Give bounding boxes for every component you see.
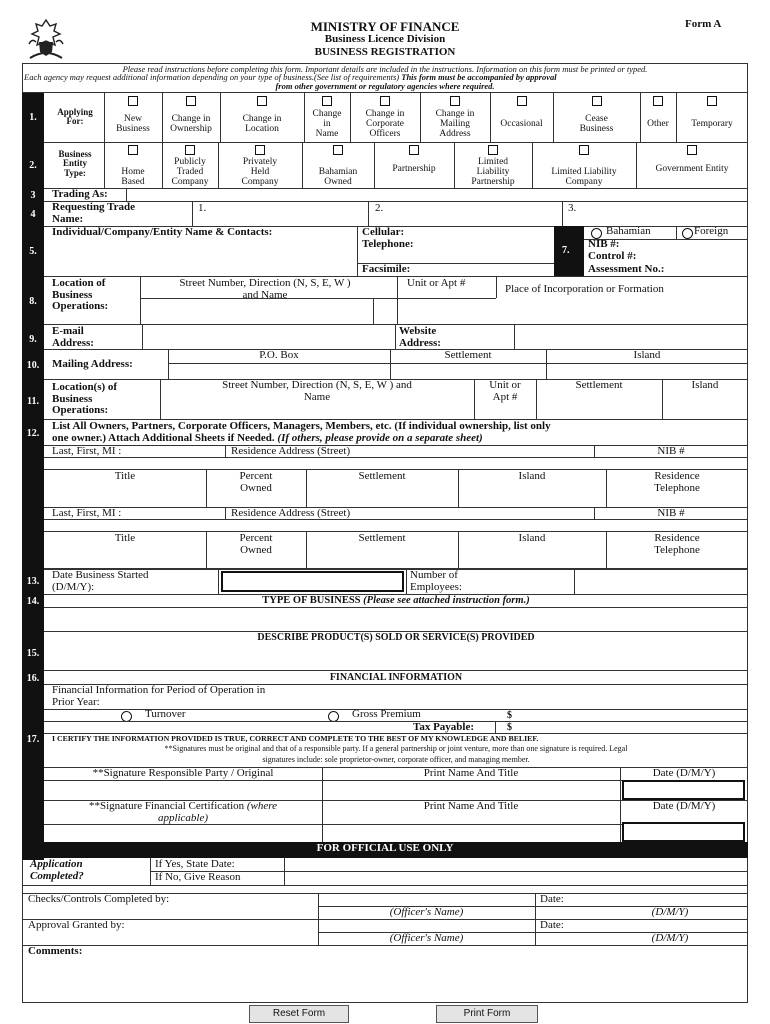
type-of-business-label: TYPE OF BUSINESS (Please see attached instruction form.)	[262, 595, 530, 606]
dmy-caption: (D/M/Y)	[651, 906, 689, 918]
website-label: Website Address:	[399, 325, 441, 349]
dmy-caption: (D/M/Y)	[651, 932, 689, 944]
signature-financial-label: **Signature Financial Certification (where applicable)	[88, 800, 278, 824]
section-number: 8.	[29, 296, 37, 307]
applying-for-option-label: Change in Name	[312, 109, 342, 139]
date-dmy-label: Date (D/M/Y)	[652, 800, 716, 812]
form-id: Form A	[685, 18, 722, 30]
residence-address-label: Residence Address (Street)	[231, 445, 351, 457]
ministry-title: MINISTRY OF FINANCE	[310, 19, 460, 34]
entity-type-label: Business Entity Type:	[58, 149, 92, 178]
certification-statement: I CERTIFY THE INFORMATION PROVIDED IS TRUE, CORRECT AND COMPLETE TO THE BEST OF MY KNOWLEDGE AND BELIEF.	[52, 734, 539, 743]
date-started-label: Date Business Started (D/M/Y):	[52, 569, 149, 593]
owner-settlement-label: Settlement	[358, 532, 406, 544]
owner-name-label: Last, First, MI :	[52, 507, 122, 519]
checks-completed-label: Checks/Controls Completed by:	[28, 893, 170, 905]
date-started-input[interactable]	[221, 571, 404, 592]
print-name-title-label: Print Name And Title	[423, 767, 519, 779]
entity-type-option-label: Publicly Traded Company	[171, 157, 209, 187]
owner-settlement-label: Settlement	[358, 470, 406, 482]
applying-for-option-label: Occasional	[500, 119, 543, 129]
entity-type-checkbox[interactable]	[185, 145, 195, 155]
unit-header: Unit or Apt #	[489, 379, 521, 403]
signature-note-1: **Signatures must be original and that of a responsible party. If a general partnership or joint venture, more than one signature is required. Legal	[164, 744, 628, 753]
email-label: E-mail Address:	[52, 325, 94, 349]
instructions-line-2: Each agency may request additional information depending on your type of business.(See list of requirements) This form must be accompanied by approval	[24, 72, 557, 82]
entity-type-checkbox[interactable]	[128, 145, 138, 155]
section-number: 17.	[26, 734, 40, 745]
settlement-header: Settlement	[575, 379, 623, 391]
entity-type-checkbox[interactable]	[409, 145, 419, 155]
applying-for-checkbox[interactable]	[322, 96, 332, 106]
applying-for-checkbox[interactable]	[186, 96, 196, 106]
owners-instructions-1: List All Owners, Partners, Corporate Officers, Managers, Members, etc. (If individual ownership, list only	[52, 420, 551, 432]
location-label: Location of Business Operations:	[52, 277, 109, 313]
gross-premium-label: Gross Premium	[352, 708, 421, 720]
section-number: 14.	[26, 596, 40, 607]
settlement-header: Settlement	[444, 349, 492, 361]
checks-date-label: Date:	[540, 893, 564, 905]
residence-address-label: Residence Address (Street)	[231, 507, 351, 519]
section-number: 11.	[27, 396, 39, 407]
residence-telephone-label: Residence Telephone	[654, 470, 700, 494]
dollar-icon: $	[507, 722, 512, 733]
requesting-trade-name-label: Requesting Trade Name:	[52, 201, 136, 225]
entity-type-option-label: Limited Liability Partnership	[471, 157, 515, 187]
employees-label: Number of Employees:	[410, 569, 462, 593]
applying-for-option-label: New Business	[116, 114, 150, 134]
place-of-incorporation-header: Place of Incorporation or Formation	[505, 283, 664, 295]
street-header: Street Number, Direction (N, S, E, W ) and Name	[179, 277, 351, 301]
entity-type-option-label: Limited Liability Company	[551, 167, 617, 187]
tax-payable-label: Tax Payable:	[413, 721, 475, 733]
section-number: 4	[30, 209, 36, 220]
applying-for-option-label: Other	[647, 119, 669, 129]
owner-name-label: Last, First, MI :	[52, 445, 122, 457]
section-number: 13.	[26, 576, 40, 587]
locations-label: Location(s) of Business Operations:	[52, 381, 118, 417]
owner-island-label: Island	[518, 532, 546, 544]
telephone-label: Telephone:	[362, 238, 414, 250]
applying-for-option-label: Change in Location	[242, 114, 282, 134]
entity-type-option-label: Home Based	[121, 167, 145, 187]
unit-header: Unit or Apt #	[407, 277, 466, 289]
applying-for-option-label: Change in Mailing Address	[435, 109, 475, 139]
application-completed-label: Application Completed?	[30, 858, 84, 882]
entity-type-option-label: Bahamian Owned	[318, 167, 358, 187]
division-title: Business Licence Division	[324, 33, 446, 45]
street-header: Street Number, Direction (N, S, E, W ) and Name	[222, 379, 412, 403]
section-number: 9.	[29, 334, 37, 345]
signature-date-input-1[interactable]	[622, 780, 745, 800]
mailing-address-label: Mailing Address:	[52, 358, 133, 370]
applying-for-checkbox[interactable]	[128, 96, 138, 106]
official-use-title: FOR OFFICIAL USE ONLY	[316, 842, 454, 854]
turnover-label: Turnover	[145, 708, 186, 720]
form-title: BUSINESS REGISTRATION	[314, 46, 456, 58]
percent-owned-label: Percent Owned	[239, 532, 273, 556]
applying-for-option-label: Change in Corporate Officers	[365, 109, 405, 139]
dollar-icon: $	[507, 710, 512, 721]
approval-granted-label: Approval Granted by:	[28, 919, 125, 931]
print-name-title-label: Print Name And Title	[423, 800, 519, 812]
owners-instructions-2: one owner.) Attach Additional Sheets if Needed. (If others, please provide on a separate sheet)	[52, 432, 483, 444]
if-no-label: If No, Give Reason	[155, 871, 241, 883]
percent-owned-label: Percent Owned	[239, 470, 273, 494]
entity-type-checkbox[interactable]	[255, 145, 265, 155]
officer-name-caption: (Officer's Name)	[389, 906, 464, 918]
section-number: 15.	[26, 648, 40, 659]
date-dmy-label: Date (D/M/Y)	[652, 767, 716, 779]
entity-type-checkbox[interactable]	[488, 145, 498, 155]
bahamian-label: Bahamian	[606, 225, 651, 237]
applying-for-checkbox[interactable]	[653, 96, 663, 106]
applying-for-option-label: Change in Ownership	[170, 114, 212, 134]
applying-for-checkbox[interactable]	[707, 96, 717, 106]
applying-for-option-label: Temporary	[691, 119, 733, 129]
cellular-label: Cellular:	[362, 226, 405, 238]
residence-telephone-label: Residence Telephone	[654, 532, 700, 556]
owner-island-label: Island	[518, 470, 546, 482]
instructions-line-1: Please read instructions before completing this form. Important details are included in the instructions. Information on this form must be printed or typed.	[122, 64, 648, 74]
applying-for-label: Applying For:	[57, 107, 93, 127]
signature-responsible-label: **Signature Responsible Party / Original	[92, 767, 274, 779]
print-form-button[interactable]: Print Form	[436, 1005, 538, 1023]
entity-type-checkbox[interactable]	[687, 145, 697, 155]
products-services-label: DESCRIBE PRODUCT(S) SOLD OR SERVICE(S) PROVIDED	[257, 632, 535, 643]
financial-period-label: Financial Information for Period of Operation in Prior Year:	[52, 684, 266, 708]
section-number: 12.	[26, 428, 40, 439]
reset-form-button[interactable]: Reset Form	[249, 1005, 349, 1023]
section-number: 3	[30, 190, 36, 201]
applying-for-checkbox[interactable]	[517, 96, 527, 106]
facsimile-label: Facsimile:	[362, 263, 411, 275]
section-number: 16.	[26, 673, 40, 684]
comments-label: Comments:	[28, 945, 83, 957]
trading-as-label: Trading As:	[52, 188, 108, 200]
instructions-line-3: from other government or regulatory agencies where required.	[275, 81, 495, 91]
applying-for-checkbox[interactable]	[257, 96, 267, 106]
nib-label: NIB #:	[588, 238, 620, 250]
title-label: Title	[114, 470, 136, 482]
section-number: 10.	[26, 360, 40, 371]
signature-date-input-2[interactable]	[622, 822, 745, 842]
trade-name-1[interactable]: 1.	[198, 202, 207, 214]
island-header: Island	[691, 379, 719, 391]
section-number: 5.	[29, 246, 37, 257]
applying-for-checkbox[interactable]	[592, 96, 602, 106]
foreign-label: Foreign	[694, 225, 729, 237]
entity-type-option-label: Government Entity	[655, 164, 729, 174]
control-label: Control #:	[588, 250, 637, 262]
foreign-radio[interactable]	[682, 228, 693, 239]
trade-name-2[interactable]: 2.	[375, 202, 384, 214]
section-number: 7.	[562, 245, 570, 256]
owner-nib-label: NIB #	[657, 445, 685, 457]
applying-for-checkbox[interactable]	[450, 96, 460, 106]
if-yes-label: If Yes, State Date:	[155, 858, 235, 870]
signature-note-2: signatures include: sole proprietor-owner, corporate officer, and managing member.	[262, 755, 530, 764]
officer-name-caption: (Officer's Name)	[389, 932, 464, 944]
entity-type-checkbox[interactable]	[333, 145, 343, 155]
pobox-header: P.O. Box	[259, 349, 299, 361]
applying-for-checkbox[interactable]	[380, 96, 390, 106]
section-number: 2.	[29, 160, 37, 171]
owner-nib-label: NIB #	[657, 507, 685, 519]
trade-name-3[interactable]: 3.	[568, 202, 577, 214]
applying-for-option-label: Cease Business	[579, 114, 614, 134]
entity-type-option-label: Privately Held Company	[241, 157, 279, 187]
entity-type-option-label: Partnership	[392, 164, 436, 174]
entity-name-label: Individual/Company/Entity Name & Contacts:	[52, 226, 273, 238]
section-number: 1.	[29, 112, 37, 123]
title-label: Title	[114, 532, 136, 544]
financial-info-header: FINANCIAL INFORMATION	[329, 672, 463, 683]
entity-type-checkbox[interactable]	[579, 145, 589, 155]
approval-date-label: Date:	[540, 919, 564, 931]
assessment-label: Assessment No.:	[588, 263, 665, 275]
island-header: Island	[633, 349, 661, 361]
